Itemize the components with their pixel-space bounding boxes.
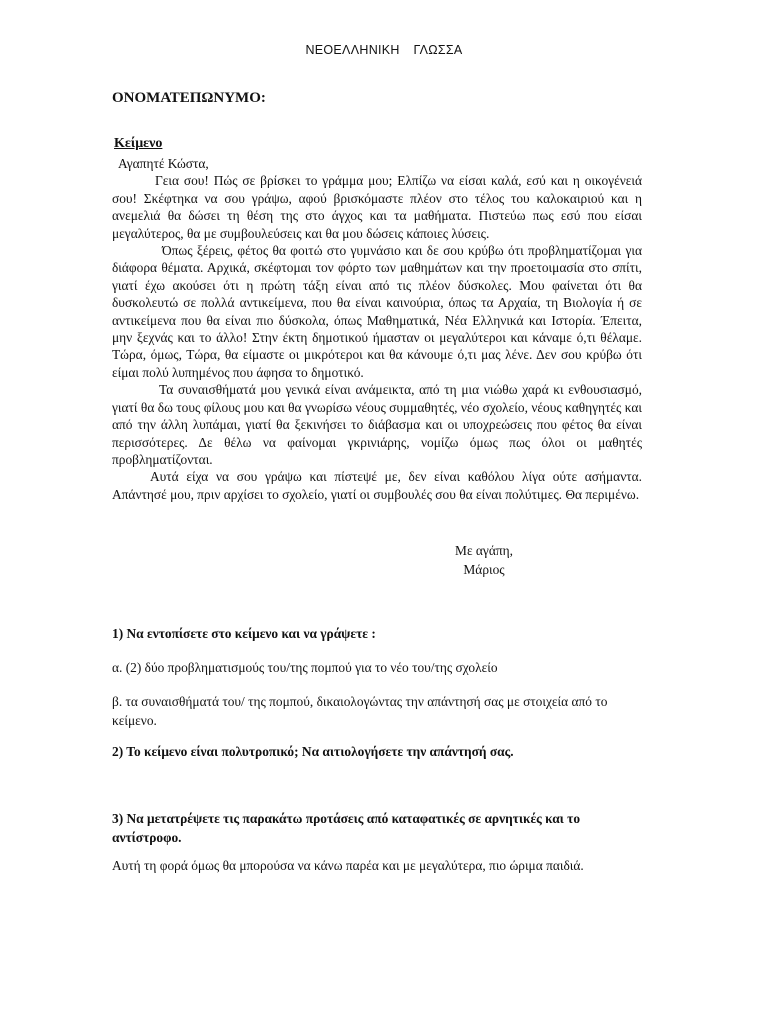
letter-paragraph: Τα συναισθήματά μου γενικά είναι ανάμεικτα, από τη μια νιώθω χαρά κι ενθουσιασμό, γιατί θα δω τους φίλους μου και θα γνωρίσω νέους συμμαθητές, νέο σχολείο, νέους καθηγητές και από την άλλη λυπάμαι, γιατί θα ξεκινήσει το διάβασμα και οι υποχρεώσεις που φέτος θα είναι περισσότερες. Δε θέλω να φαίνομαι γκρινιάρης, νομίζω όμως πως όλοι οι μαθητές προβληματίζονται. xyxy=(112,382,642,467)
question-1b: β. τα συναισθήματά του/ της πομπού, δικαιολογώντας την απάντησή σας με στοιχεία από το κείμενο. xyxy=(112,694,608,728)
letter-body xyxy=(112,155,642,503)
letter-paragraph: Όπως ξέρεις, φέτος θα φοιτώ στο γυμνάσιο και δε σου κρύβω ότι προβληματίζομαι για διάφορα θέματα. Αρχικά, σκέφτομαι τον φόρτο των μαθημάτων και την προετοιμασία στο σπίτι, γιατί έχω ακούσει ότι η πρώτη τάξη είναι από τις πλέον δύσκολες. Μου φαίνεται ότι θα δυσκολευτώ σε πολλά αντικείμενα, που θα είναι καινούρια, όπως τα Αρχαία, τη Βιολογία ή σε αντικείμενα που θα είναι πιο δύσκολα, όπως Μαθηματικά, Νέα Ελληνικά και Ιστορία. Έπειτα, μην ξεχνάς και το άλλο! Στην έκτη δημοτικού ήμασταν οι μεγαλύτεροι και κάναμε ό,τι θέλαμε. Τώρα, όμως, Τώρα, θα είμαστε οι μικρότεροι και θα κάνουμε ό,τι μας λένε. Δεν σου κρύβω ότι είμαι πολύ λυπημένος που άφησα το δημοτικό. xyxy=(112,243,642,380)
question-2: 2) Το κείμενο είναι πολυτροπικό; Να αιτιολογήσετε την απάντησή σας. xyxy=(112,744,514,759)
letter-closing: Με αγάπη, xyxy=(455,543,513,558)
question-3: 3) Να μετατρέψετε τις παρακάτω προτάσεις από καταφατικές σε αρνητικές και το αντίστροφο. xyxy=(112,811,581,845)
letter-paragraph: Αυτά είχα να σου γράψω και πίστεψέ με, δεν είναι καθόλου λίγα ούτε ασήμαντα. Απάντησέ μου, πριν αρχίσει το σχολείο, γιατί οι συμβουλές σου θα είναι πολύτιμες. Θα περιμένω. xyxy=(112,469,642,502)
document-title: ΝΕΟΕΛΛΗΝΙΚΗ ΓΛΩΣΣΑ xyxy=(305,43,463,57)
text-section-heading: Κείμενο xyxy=(114,136,163,151)
letter-signature: Μάριος xyxy=(463,562,505,577)
question-1: 1) Να εντοπίσετε στο κείμενο και να γράψετε : xyxy=(112,626,376,641)
student-name-label: ΟΝΟΜΑΤΕΠΩΝΥΜΟ: xyxy=(112,90,266,106)
question-1a: α. (2) δύο προβληματισμούς του/της πομπού για το νέο του/της σχολείο xyxy=(112,660,498,675)
question-3-sentence: Αυτή τη φορά όμως θα μπορούσα να κάνω παρέα και με μεγαλύτερα, πιο ώριμα παιδιά. xyxy=(112,858,584,873)
letter-salutation: Αγαπητέ Κώστα, xyxy=(118,156,209,171)
letter-paragraph: Γεια σου! Πώς σε βρίσκει το γράμμα μου; Ελπίζω να είσαι καλά, εσύ και η οικογένειά σου! Σκέφτηκα να σου γράψω, αφού βρισκόμαστε πλέον στο τέλος του καλοκαιριού και η ανεμελιά θα δώσει τη θέση της στο άγχος και τα μαθήματα. Πιστεύω πως εσύ που είσαι μεγαλύτερος, θα με συμβουλεύσεις και θα μου δώσεις κάποιες λύσεις. xyxy=(112,173,642,241)
letter-signoff xyxy=(444,541,524,579)
